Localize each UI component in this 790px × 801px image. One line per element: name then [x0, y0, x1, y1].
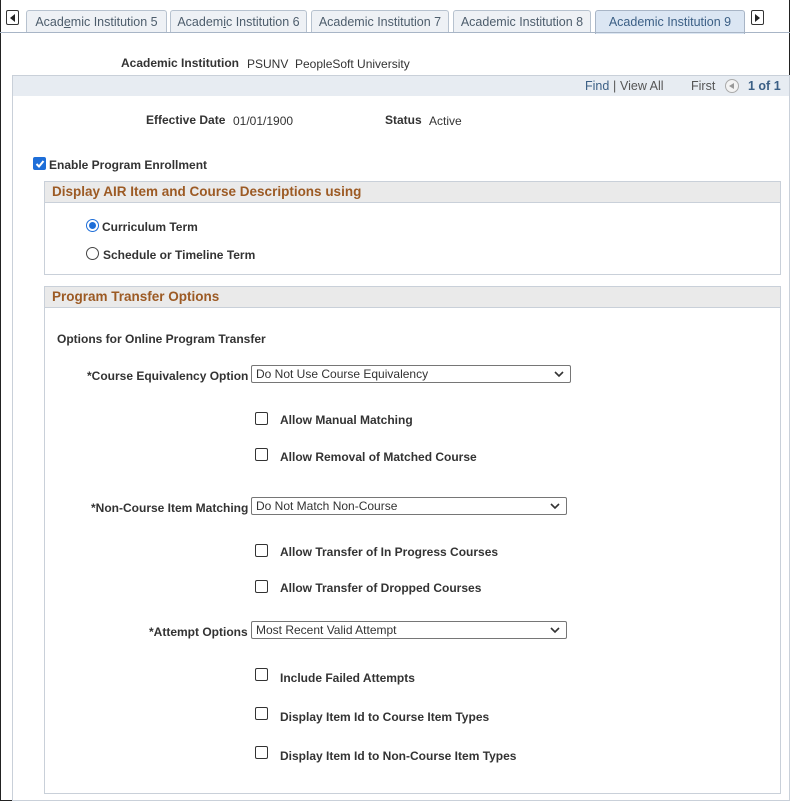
allow-removal-matched-course-checkbox[interactable] — [255, 448, 268, 461]
institution-name: PeopleSoft University — [295, 57, 410, 71]
status-value: Active — [429, 114, 462, 128]
tab-academic-institution-5[interactable]: Academic Institution 5 — [26, 10, 167, 33]
allow-in-progress-checkbox[interactable] — [255, 544, 268, 557]
non-course-matching-label: *Non-Course Item Matching — [91, 501, 249, 515]
include-failed-attempts-label: Include Failed Attempts — [280, 671, 415, 685]
first-label: First — [691, 79, 716, 93]
allow-dropped-checkbox[interactable] — [255, 580, 268, 593]
curriculum-term-radio[interactable] — [86, 219, 99, 232]
curriculum-term-label: Curriculum Term — [102, 220, 198, 234]
allow-dropped-label: Allow Transfer of Dropped Courses — [280, 581, 482, 595]
effective-date-label: Effective Date — [146, 113, 226, 127]
schedule-timeline-term-radio[interactable] — [86, 247, 99, 260]
nav-separator: | — [613, 79, 617, 93]
non-course-matching-select[interactable]: Do Not Match Non-Course — [251, 497, 567, 515]
find-link[interactable]: Find — [585, 79, 610, 93]
tab-academic-institution-8[interactable]: Academic Institution 8 — [453, 10, 591, 33]
tab-bar — [0, 0, 790, 33]
tab-scroll-left-button[interactable] — [6, 10, 19, 25]
enable-program-enrollment-label: Enable Program Enrollment — [49, 158, 208, 172]
attempt-options-select[interactable]: Most Recent Valid Attempt — [251, 621, 567, 639]
course-equivalency-select[interactable]: Do Not Use Course Equivalency — [251, 365, 571, 383]
row-count: 1 of 1 — [748, 79, 781, 93]
chevron-down-icon — [554, 371, 564, 378]
effective-date-value: 01/01/1900 — [233, 114, 294, 128]
tab-scroll-right-button[interactable] — [751, 10, 764, 25]
tab-academic-institution-6[interactable]: Academic Institution 6 — [170, 10, 307, 33]
display-noncourse-item-types-checkbox[interactable] — [255, 746, 268, 759]
previous-row-button[interactable] — [725, 79, 739, 93]
triangle-left-icon — [9, 13, 17, 23]
institution-label: Academic Institution — [121, 56, 240, 70]
schedule-timeline-term-label: Schedule or Timeline Term — [103, 248, 256, 262]
display-noncourse-item-types-label: Display Item Id to Non-Course Item Types — [280, 749, 517, 763]
tab-academic-institution-9[interactable]: Academic Institution 9 — [595, 10, 745, 34]
attempt-options-label: *Attempt Options — [149, 625, 248, 639]
status-label: Status — [385, 113, 422, 127]
allow-manual-matching-checkbox[interactable] — [255, 412, 268, 425]
enable-program-enrollment-checkbox[interactable] — [33, 157, 46, 170]
program-transfer-title: Program Transfer Options — [45, 287, 780, 308]
row-navigation-bar — [13, 76, 789, 96]
air-group-title: Display AIR Item and Course Descriptions using — [45, 182, 780, 203]
online-transfer-subtitle: Options for Online Program Transfer — [57, 332, 266, 346]
chevron-down-icon — [550, 627, 560, 634]
display-course-item-types-checkbox[interactable] — [255, 707, 268, 720]
allow-removal-matched-course-label: Allow Removal of Matched Course — [280, 450, 477, 464]
display-course-item-types-label: Display Item Id to Course Item Types — [280, 710, 490, 724]
view-all-link[interactable]: View All — [620, 79, 664, 93]
triangle-right-icon — [754, 13, 762, 23]
include-failed-attempts-checkbox[interactable] — [255, 668, 268, 681]
tab-academic-institution-7[interactable]: Academic Institution 7 — [311, 10, 449, 33]
triangle-left-icon — [726, 80, 738, 92]
allow-manual-matching-label: Allow Manual Matching — [280, 413, 413, 427]
chevron-down-icon — [550, 503, 560, 510]
course-equivalency-label: *Course Equivalency Option — [87, 369, 249, 383]
checkmark-icon — [35, 159, 45, 169]
allow-in-progress-label: Allow Transfer of In Progress Courses — [280, 545, 499, 559]
institution-code: PSUNV — [247, 57, 289, 71]
